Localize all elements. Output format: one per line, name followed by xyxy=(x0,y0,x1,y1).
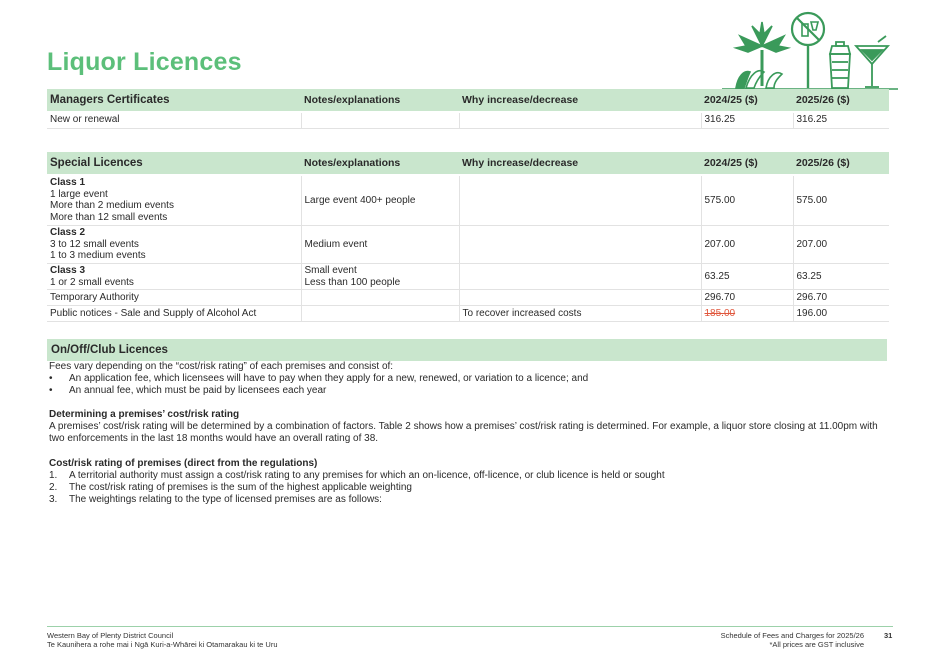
list-text: The weightings relating to the type of licensed premises are as follows: xyxy=(69,494,382,505)
fee-why xyxy=(459,112,701,128)
fee-name: Public notices - Sale and Supply of Alcohol Act xyxy=(47,306,301,322)
fee-why xyxy=(459,225,701,263)
cocktail-shaker-icon xyxy=(830,42,850,88)
footer-org-maori: Te Kaunihera a rohe mai i Ngā Kuri-a-Whārei ki Otamarakau ki te Uru xyxy=(47,640,278,649)
table-row xyxy=(47,112,889,128)
table-row xyxy=(47,263,889,289)
page-title: Liquor Licences xyxy=(47,48,242,76)
list-item xyxy=(49,482,889,494)
table-row xyxy=(47,225,889,263)
fee-name: New or renewal xyxy=(47,112,301,128)
footer-gst-note: *All prices are GST inclusive xyxy=(769,640,864,649)
fee-name xyxy=(47,175,301,225)
fee-2025: 316.25 xyxy=(793,112,889,128)
column-header: Special Licences xyxy=(47,152,301,175)
footer-doc-title: Schedule of Fees and Charges for 2025/26 xyxy=(720,631,864,640)
fee-notes: Medium event xyxy=(301,225,459,263)
fee-2025: 207.00 xyxy=(793,225,889,263)
fee-notes xyxy=(301,263,459,289)
footer-right xyxy=(600,631,864,649)
bullet-icon: • xyxy=(49,373,53,384)
list-item xyxy=(49,494,889,506)
column-header: Managers Certificates xyxy=(47,89,301,112)
special-licences-table xyxy=(47,152,889,322)
fee-2024: 63.25 xyxy=(701,263,793,289)
footer-org: Western Bay of Plenty District Council xyxy=(47,631,174,640)
fee-2025: 575.00 xyxy=(793,175,889,225)
fee-why: To recover increased costs xyxy=(459,306,701,322)
fee-notes: Large event 400+ people xyxy=(301,175,459,225)
fee-2024: 207.00 xyxy=(701,225,793,263)
previous-fee-struck: 185.00 xyxy=(704,307,736,319)
class-detail: 1 or 2 small events xyxy=(50,276,134,288)
column-header: Why increase/decrease xyxy=(459,89,701,112)
bullet-text: An application fee, which licensees will have to pay when they apply for a new, renewed, or variation to a licence; and xyxy=(69,373,589,384)
fee-notes xyxy=(301,112,459,128)
section-heading: On/Off/Club Licences xyxy=(47,339,887,361)
fee-notes xyxy=(301,290,459,306)
subheading: Cost/risk rating of premises (direct from the regulations) xyxy=(49,458,318,469)
class-detail: More than 12 small events xyxy=(50,212,168,224)
fee-name xyxy=(47,225,301,263)
fee-why xyxy=(459,175,701,225)
fee-2024 xyxy=(701,306,793,322)
footer-divider xyxy=(47,626,893,627)
fee-2025: 296.70 xyxy=(793,290,889,306)
fee-2025: 63.25 xyxy=(793,263,889,289)
managers-certificates-table xyxy=(47,89,889,129)
fee-2024: 296.70 xyxy=(701,290,793,306)
bullet-icon: • xyxy=(49,385,53,396)
list-item xyxy=(49,373,889,385)
class-detail: More than 2 medium events xyxy=(50,200,174,212)
column-header: Notes/explanations xyxy=(301,152,459,175)
column-header: Notes/explanations xyxy=(301,89,459,112)
no-alcohol-sign-icon xyxy=(792,13,824,88)
fee-2024: 575.00 xyxy=(701,175,793,225)
table-header-row xyxy=(47,152,889,175)
palm-tree-icon xyxy=(736,22,788,88)
paragraph: A premises’ cost/risk rating will be determined by a combination of factors. Table 2 shows how a premises’ cost/risk rating is determined. For example, a liquor store closing at 11.00pm with two enforcements in the last 18 months would have an overall rating of 38. xyxy=(49,421,878,444)
column-header: 2024/25 ($) xyxy=(701,152,793,175)
fee-name xyxy=(47,263,301,289)
subheading: Determining a premises’ cost/risk rating xyxy=(49,409,240,420)
class-title: Class 1 xyxy=(50,177,86,188)
page-number: 31 xyxy=(884,631,893,640)
intro-text: Fees vary depending on the “cost/risk rating” of each premises and consist of: xyxy=(49,361,394,372)
fee-2025: 196.00 xyxy=(793,306,889,322)
notes-line: Less than 100 people xyxy=(304,276,401,288)
fee-2024: 316.25 xyxy=(701,112,793,128)
table-header-row xyxy=(47,89,889,112)
header-illustration xyxy=(722,6,898,90)
column-header: Why increase/decrease xyxy=(459,152,701,175)
list-text: The cost/risk rating of premises is the sum of the highest applicable weighting xyxy=(69,482,412,493)
list-item xyxy=(49,470,889,482)
rating-block xyxy=(49,458,889,506)
column-header: 2025/26 ($) xyxy=(793,152,889,175)
list-number: 2. xyxy=(49,482,58,493)
determining-block xyxy=(49,409,889,445)
bullet-text: An annual fee, which must be paid by licensees each year xyxy=(69,385,327,396)
footer-left xyxy=(47,631,278,649)
list-number: 1. xyxy=(49,470,58,481)
class-detail: 1 to 3 medium events xyxy=(50,250,146,262)
class-title: Class 3 xyxy=(50,264,86,276)
list-number: 3. xyxy=(49,494,58,505)
class-title: Class 2 xyxy=(50,226,86,238)
onoff-intro-block xyxy=(49,361,889,397)
fee-notes xyxy=(301,306,459,322)
table-row xyxy=(47,290,889,306)
class-detail: 1 large event xyxy=(50,188,108,200)
class-detail: 3 to 12 small events xyxy=(50,238,139,250)
fee-name: Temporary Authority xyxy=(47,290,301,306)
martini-glass-icon xyxy=(856,36,888,87)
notes-line: Small event xyxy=(304,264,357,276)
list-text: A territorial authority must assign a cost/risk rating to any premises for which an on-licence, off-licence, or club licence is held or sought xyxy=(69,470,665,481)
table-row xyxy=(47,175,889,225)
list-item xyxy=(49,385,889,397)
column-header: 2024/25 ($) xyxy=(701,89,793,112)
column-header: 2025/26 ($) xyxy=(793,89,889,112)
fee-why xyxy=(459,263,701,289)
table-row xyxy=(47,306,889,322)
fee-why xyxy=(459,290,701,306)
